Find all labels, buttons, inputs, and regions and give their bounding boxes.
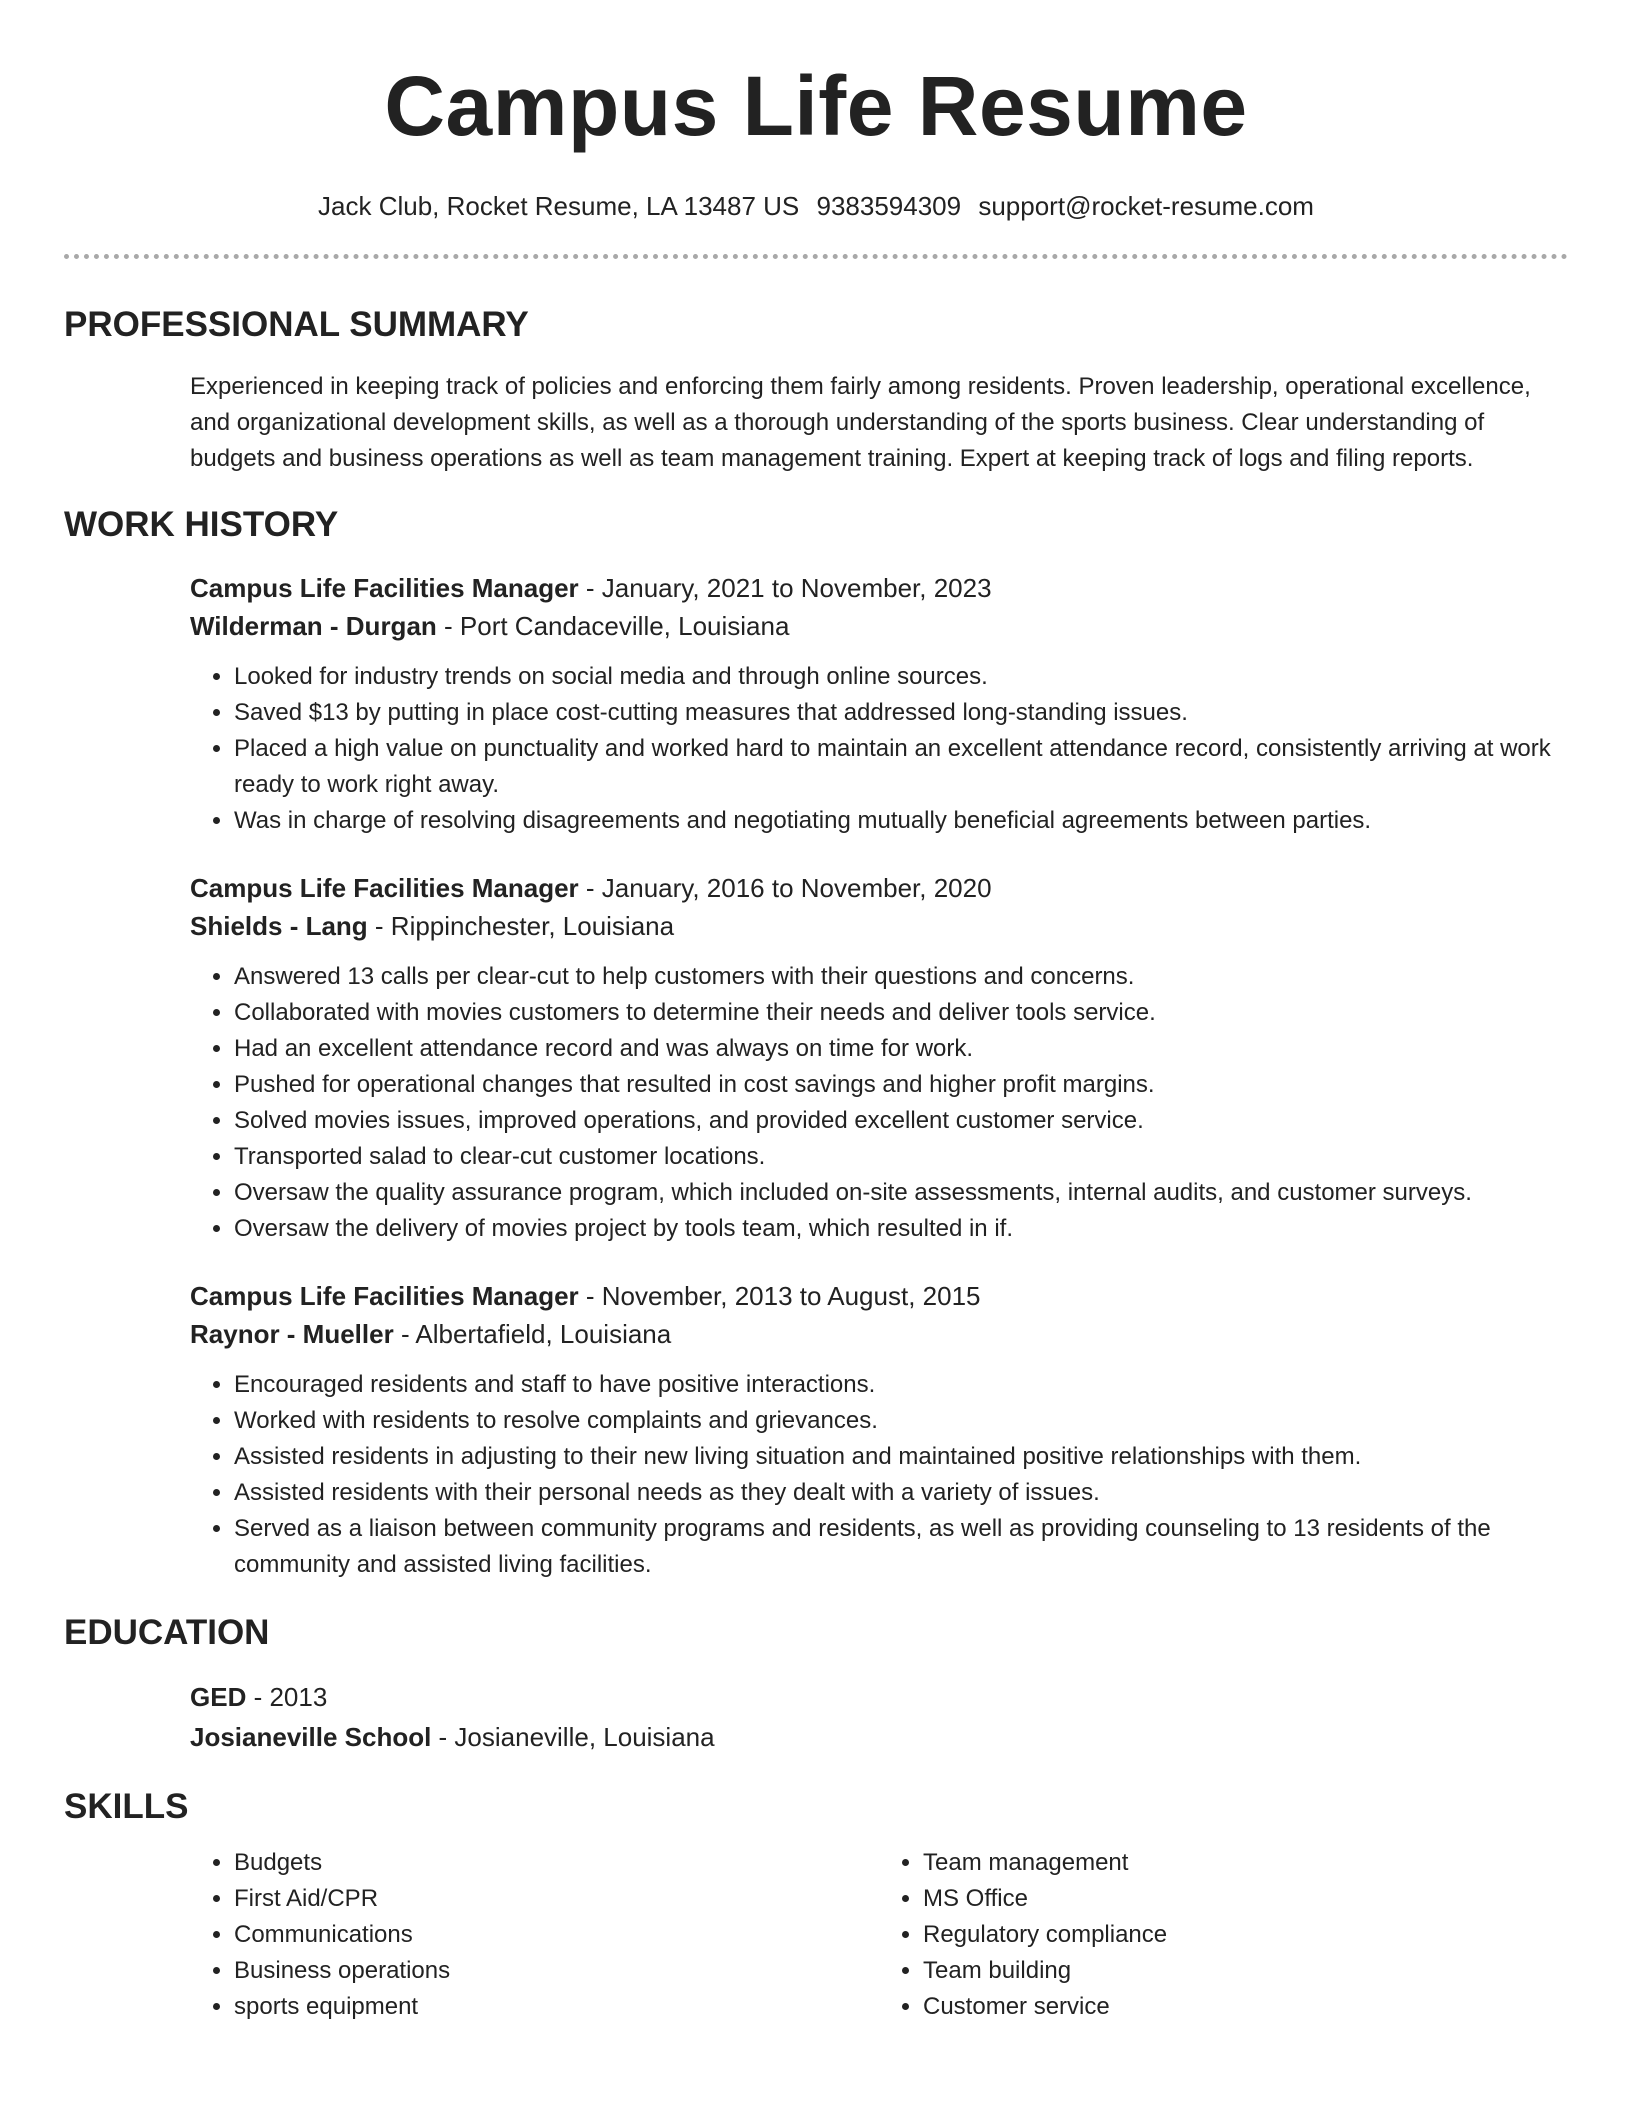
skill-item: • Business operations (234, 1953, 879, 1989)
skill-item: • First Aid/CPR (234, 1881, 879, 1917)
skill-item: • Customer service (923, 1989, 1568, 2025)
job-company: Shields - Lang (190, 911, 368, 941)
job-bullet: • Oversaw the quality assurance program, which included on-site assessments, internal audits, and customer surveys. (234, 1175, 1568, 1211)
job-bullet: • Oversaw the delivery of movies project by tools team, which resulted in if. (234, 1211, 1568, 1247)
skills-body (190, 1845, 1568, 2025)
job-entry (190, 569, 1568, 839)
job-dates: - January, 2021 to November, 2023 (578, 573, 992, 603)
job-bullet: • Solved movies issues, improved operations, and provided excellent customer service. (234, 1103, 1568, 1139)
education-degree-line (190, 1677, 1568, 1717)
job-position: Campus Life Facilities Manager (190, 873, 579, 903)
education-section (64, 1613, 1568, 1757)
job-bullets (190, 1367, 1568, 1583)
summary-heading: PROFESSIONAL SUMMARY (64, 305, 529, 344)
job-location: - Port Candaceville, Louisiana (436, 611, 790, 641)
skills-column-left (190, 1845, 879, 2025)
skill-item: • Team management (923, 1845, 1568, 1881)
job-position: Campus Life Facilities Manager (190, 1281, 579, 1311)
summary-section (64, 305, 1568, 477)
contact-email: support@rocket-resume.com (978, 191, 1314, 221)
job-company: Wilderman - Durgan (190, 611, 437, 641)
job-bullets (190, 659, 1568, 839)
skills-column-right (879, 1845, 1568, 2025)
job-bullet: • Had an excellent attendance record and was always on time for work. (234, 1031, 1568, 1067)
job-bullet: • Worked with residents to resolve complaints and grievances. (234, 1403, 1568, 1439)
job-position: Campus Life Facilities Manager (190, 573, 579, 603)
work-heading: WORK HISTORY (64, 505, 339, 544)
job-bullet: • Was in charge of resolving disagreements and negotiating mutually beneficial agreements between parties. (234, 803, 1568, 839)
job-dates: - November, 2013 to August, 2015 (578, 1281, 981, 1311)
education-body (190, 1677, 1568, 1757)
job-bullet: • Looked for industry trends on social media and through online sources. (234, 659, 1568, 695)
job-title-line (190, 1277, 1568, 1315)
job-bullet: • Encouraged residents and staff to have positive interactions. (234, 1367, 1568, 1403)
job-company-line (190, 607, 1568, 645)
job-bullet: • Pushed for operational changes that resulted in cost savings and higher profit margins. (234, 1067, 1568, 1103)
job-bullet: • Answered 13 calls per clear-cut to help customers with their questions and concerns. (234, 959, 1568, 995)
skill-item: • Regulatory compliance (923, 1917, 1568, 1953)
job-bullet: • Assisted residents in adjusting to their new living situation and maintained positive relationships with them. (234, 1439, 1568, 1475)
job-bullet: • Collaborated with movies customers to determine their needs and deliver tools service. (234, 995, 1568, 1031)
job-bullet: • Assisted residents with their personal needs as they dealt with a variety of issues. (234, 1475, 1568, 1511)
contact-phone: 9383594309 (816, 191, 962, 221)
resume-header (64, 58, 1568, 222)
skills-grid (190, 1845, 1568, 2025)
summary-body (190, 369, 1568, 477)
work-body (190, 569, 1568, 1583)
education-location: - Josianeville, Louisiana (431, 1722, 715, 1752)
skills-section (64, 1787, 1568, 2025)
job-dates: - January, 2016 to November, 2020 (578, 873, 992, 903)
job-company-line (190, 1315, 1568, 1353)
skill-item: • Team building (923, 1953, 1568, 1989)
job-title-line (190, 869, 1568, 907)
job-company: Raynor - Mueller (190, 1319, 394, 1349)
education-year: - 2013 (246, 1682, 328, 1712)
job-title-line (190, 569, 1568, 607)
job-bullet: • Saved $13 by putting in place cost-cutting measures that addressed long-standing issues. (234, 695, 1568, 731)
job-location: - Rippinchester, Louisiana (367, 911, 675, 941)
education-heading: EDUCATION (64, 1613, 270, 1652)
education-school-line (190, 1717, 1568, 1757)
summary-text: Experienced in keeping track of policies and enforcing them fairly among residents. Proven leadership, operational excellence, and organizational development skills, as well as a thorough understanding of the sports business. Clear understanding of budgets and business operations as well as team management training. Expert at keeping track of logs and filing reports. (190, 373, 1531, 472)
skill-item: • MS Office (923, 1881, 1568, 1917)
education-degree: GED (190, 1682, 247, 1712)
skill-item: • Communications (234, 1917, 879, 1953)
skill-item: • sports equipment (234, 1989, 879, 2025)
job-entry (190, 1277, 1568, 1583)
job-bullet: • Transported salad to clear-cut customer locations. (234, 1139, 1568, 1175)
job-company-line (190, 907, 1568, 945)
work-section (64, 505, 1568, 1583)
skills-heading: SKILLS (64, 1787, 189, 1826)
contact-line (64, 190, 1568, 222)
contact-address: Jack Club, Rocket Resume, LA 13487 US (318, 191, 800, 221)
resume-title: Campus Life Resume (384, 59, 1248, 153)
job-location: - Albertafield, Louisiana (393, 1319, 672, 1349)
job-bullet: • Served as a liaison between community programs and residents, as well as providing counseling to 13 residents of the community and assisted living facilities. (234, 1511, 1568, 1583)
education-school: Josianeville School (190, 1722, 432, 1752)
skill-item: • Budgets (234, 1845, 879, 1881)
header-divider (64, 254, 1568, 259)
job-entry (190, 869, 1568, 1247)
job-bullet: • Placed a high value on punctuality and worked hard to maintain an excellent attendance record, consistently arriving at work ready to work right away. (234, 731, 1568, 803)
job-bullets (190, 959, 1568, 1247)
